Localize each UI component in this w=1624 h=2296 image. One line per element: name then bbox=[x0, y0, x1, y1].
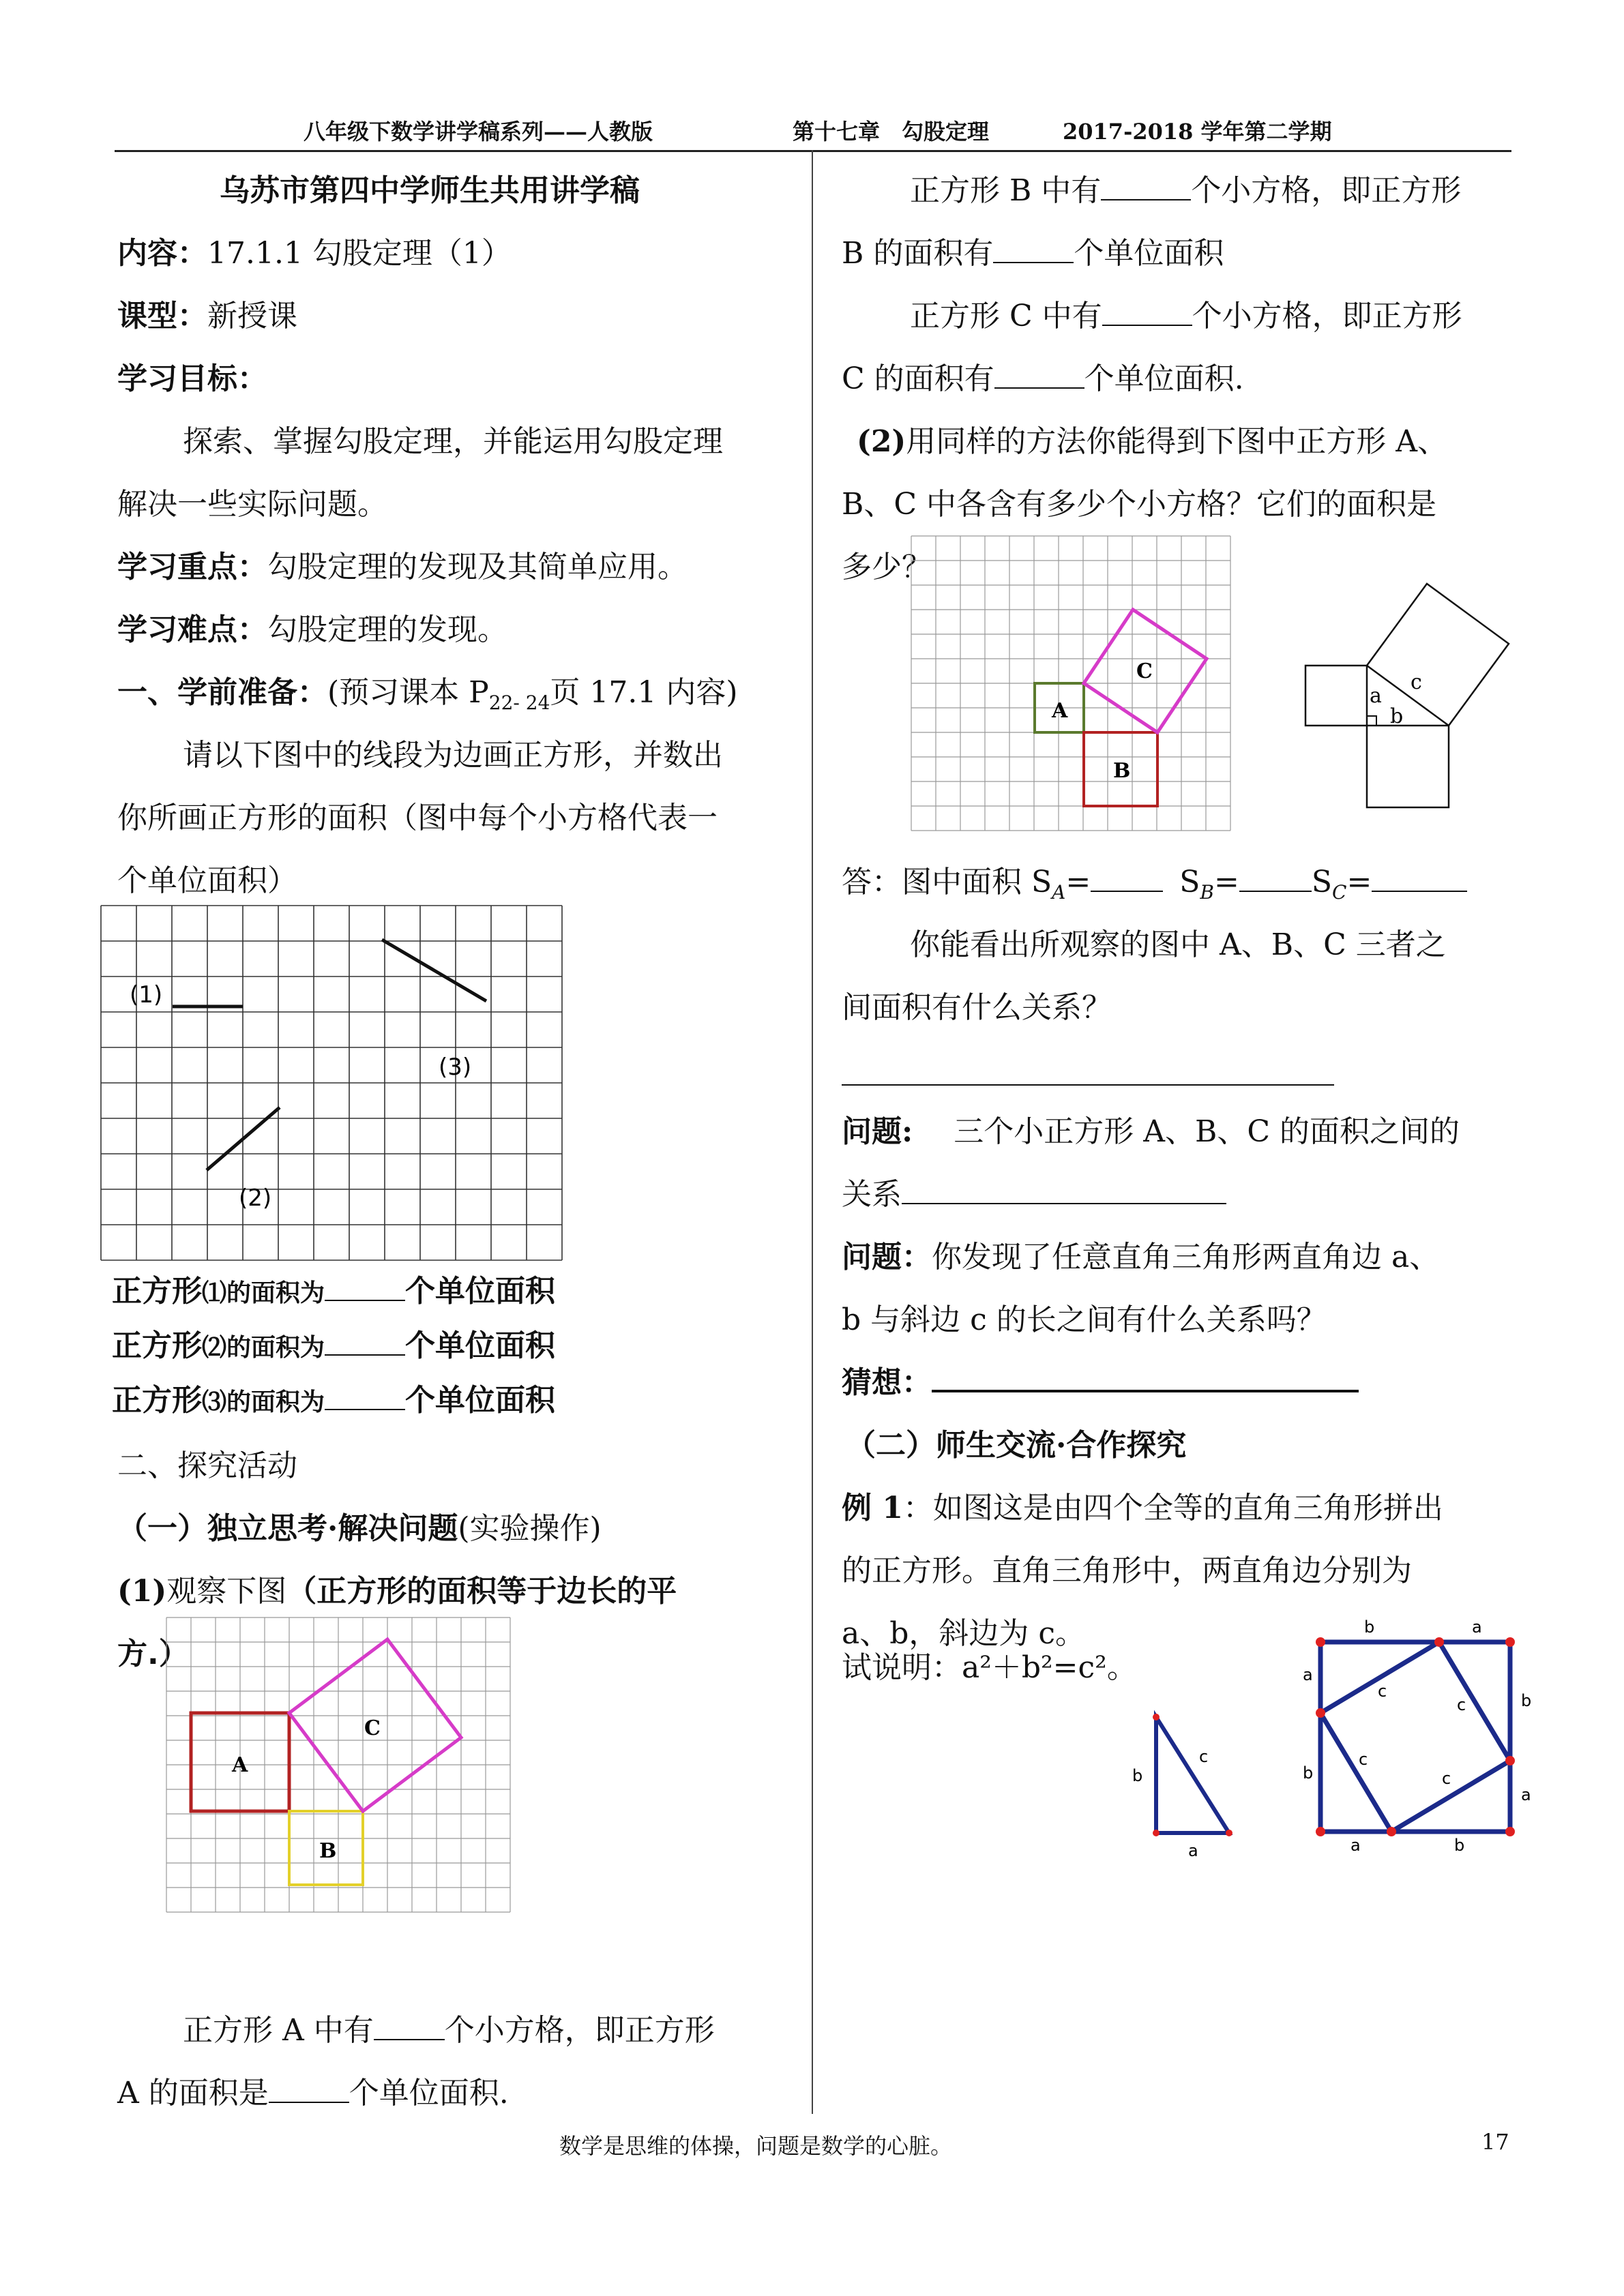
content-value: 17.1.1 勾股定理（1） bbox=[207, 236, 512, 271]
type-line bbox=[117, 285, 297, 348]
problem-1-text: 三个小正方形 A、B、C 的面积之间的 bbox=[954, 1114, 1460, 1149]
area-q1-prefix: 正方形 bbox=[112, 1274, 202, 1309]
area-q2-mid: 的面积为 bbox=[226, 1334, 325, 1362]
area-q2-blank[interactable] bbox=[325, 1327, 405, 1356]
observe-question-line-2: 间面积有什么关系？ bbox=[842, 990, 1112, 1025]
vertex-dot bbox=[1316, 1637, 1325, 1647]
pythagoras-grid-figure-1 bbox=[166, 1617, 520, 1912]
observe-note-1: （正方形的面积等于边长的平 bbox=[286, 1574, 677, 1609]
question-2-number: (2) bbox=[857, 424, 906, 459]
prep-value-a: (预习课本 P bbox=[327, 675, 489, 710]
right-triangle-squares-figure bbox=[1296, 580, 1521, 811]
label-b-right: b bbox=[1521, 1691, 1532, 1710]
problem-2-text: 你发现了任意直角三角形两直角边 a、 bbox=[932, 1240, 1440, 1274]
page-number: 17 bbox=[1481, 2129, 1509, 2155]
square-b-line-2 bbox=[842, 222, 1224, 285]
key-label: 学习重点： bbox=[117, 550, 267, 584]
sub-section-1 bbox=[117, 1497, 602, 1560]
answer-s-b: S bbox=[1179, 865, 1200, 899]
area-question-1 bbox=[112, 1264, 555, 1321]
example-label: 例 1 bbox=[842, 1491, 903, 1525]
label-c: C bbox=[364, 1716, 381, 1740]
label-c-2: C bbox=[1136, 659, 1153, 683]
header-chapter: 第十七章 勾股定理 bbox=[793, 119, 990, 145]
problem-1-blank[interactable] bbox=[902, 1176, 1226, 1204]
small-label-b: b bbox=[1132, 1766, 1143, 1785]
label-c-2: c bbox=[1457, 1695, 1466, 1714]
tri-label-b: b bbox=[1390, 704, 1404, 728]
segment-grid-figure bbox=[101, 906, 562, 1240]
segment-label-3: (3) bbox=[439, 1054, 472, 1081]
answer-label: 答：图中面积 S bbox=[842, 865, 1052, 899]
type-label: 课型： bbox=[117, 299, 207, 333]
observe-text: 观察下图 bbox=[166, 1574, 287, 1609]
problem-2-label: 问题： bbox=[842, 1240, 932, 1274]
label-b: B bbox=[319, 1839, 337, 1863]
difficulty-value: 勾股定理的发现。 bbox=[267, 612, 507, 647]
area-q1-blank[interactable] bbox=[325, 1272, 405, 1301]
label-a-left: a bbox=[1303, 1665, 1313, 1684]
vertex-dot bbox=[1153, 1830, 1160, 1836]
example-line-3: a、b，斜边为 c。 bbox=[842, 1616, 1086, 1651]
area-q2-suffix: 个单位面积 bbox=[405, 1328, 556, 1363]
area-q2-number: ⑵ bbox=[202, 1334, 227, 1362]
problem-1-label: 问题: bbox=[842, 1114, 913, 1149]
area-question-3 bbox=[112, 1373, 555, 1430]
content-label: 内容： bbox=[117, 236, 207, 271]
label-a-2: A bbox=[1052, 699, 1068, 723]
vertex-dots bbox=[1316, 1637, 1515, 1836]
area-q1-mid: 的面积为 bbox=[226, 1279, 325, 1307]
question-2-line-1 bbox=[857, 411, 1447, 473]
example-line-1 bbox=[842, 1477, 1443, 1540]
small-right-triangle-figure bbox=[1125, 1705, 1235, 1860]
prep-label: 一、学前准备： bbox=[117, 675, 327, 710]
example-text-1: ：如图这是由四个全等的直角三角形拼出 bbox=[902, 1491, 1443, 1525]
segment-label-2: (2) bbox=[239, 1184, 272, 1212]
section-2-heading: 二、探究活动 bbox=[117, 1448, 297, 1483]
question-2-line-3: 多少？ bbox=[842, 550, 932, 584]
square-b-area-blank[interactable] bbox=[993, 235, 1074, 263]
grid-lines bbox=[101, 906, 562, 1260]
example-line-2: 的正方形。直角三角形中，两直角边分别为 bbox=[842, 1553, 1412, 1588]
page-title: 乌苏市第四中学师生共用讲学稿 bbox=[220, 173, 640, 208]
vertex-dot bbox=[1316, 1827, 1325, 1836]
pythagoras-grid-figure-2 bbox=[911, 536, 1232, 835]
label-b-bottom: b bbox=[1454, 1836, 1465, 1855]
area-q3-mid: 的面积为 bbox=[226, 1388, 325, 1416]
difficulty-label: 学习难点： bbox=[117, 612, 267, 647]
instruction-line-2: 你所画正方形的面积（图中每个小方格代表一 bbox=[117, 801, 718, 835]
area-question-2 bbox=[112, 1319, 555, 1375]
label-a-bottom: a bbox=[1350, 1836, 1361, 1855]
answer-eq-c: = bbox=[1346, 865, 1372, 899]
tri-label-a: a bbox=[1370, 684, 1382, 708]
answer-line bbox=[842, 851, 1467, 924]
vertex-dot bbox=[1434, 1637, 1444, 1647]
objectives-label: 学习目标： bbox=[117, 361, 267, 396]
square-a-area-blank[interactable] bbox=[269, 2074, 349, 2103]
label-a: A bbox=[232, 1753, 248, 1777]
observe-number: (1) bbox=[117, 1574, 167, 1609]
square-c-line-2 bbox=[842, 348, 1244, 411]
square-b-line-1 bbox=[910, 160, 1461, 222]
example-line-4: 试说明：a²＋b²=c²。 bbox=[842, 1650, 1137, 1685]
grid-lines bbox=[166, 1617, 510, 1912]
square-a-line-1 bbox=[183, 1999, 715, 2062]
square-a-text-2: 个小方格，即正方形 bbox=[444, 2013, 715, 2048]
vertex-dot bbox=[1505, 1756, 1515, 1765]
prep-line bbox=[117, 661, 738, 734]
header-series: 八年级下数学讲学稿系列——人教版 bbox=[304, 119, 653, 145]
difficulty-line bbox=[117, 599, 507, 661]
header-rule bbox=[115, 150, 1511, 152]
observe-question-line-1: 你能看出所观察的图中 A、B、C 三者之 bbox=[910, 927, 1446, 962]
prep-subscript: 22- 24 bbox=[488, 691, 550, 714]
column-divider bbox=[812, 150, 813, 2114]
vertex-dot bbox=[1387, 1827, 1396, 1836]
observe-answer-blank[interactable] bbox=[842, 1084, 1334, 1086]
square-a-text-3: A 的面积是 bbox=[117, 2076, 269, 2111]
square-b-text-3: B 的面积有 bbox=[842, 236, 994, 271]
guess-line bbox=[842, 1352, 1359, 1414]
prep-value-b: 页 17.1 内容) bbox=[550, 675, 738, 710]
square-a-count-blank[interactable] bbox=[374, 2012, 445, 2040]
vertex-dot bbox=[1226, 1830, 1232, 1836]
vertex-dot bbox=[1505, 1827, 1515, 1836]
area-q1-suffix: 个单位面积 bbox=[405, 1274, 556, 1309]
label-c-4: c bbox=[1442, 1769, 1451, 1788]
footer-motto: 数学是思维的体操，问题是数学的心脏。 bbox=[559, 2133, 953, 2159]
four-triangles-square-figure bbox=[1296, 1615, 1541, 1860]
instruction-line-3: 个单位面积） bbox=[117, 863, 297, 898]
square-b-text-1: 正方形 B 中有 bbox=[910, 173, 1102, 208]
objectives-line-2: 解决一些实际问题。 bbox=[117, 487, 387, 522]
label-c-1: c bbox=[1378, 1682, 1387, 1701]
answer-eq-a: = bbox=[1065, 865, 1091, 899]
guess-label: 猜想： bbox=[842, 1365, 932, 1400]
label-a-top: a bbox=[1472, 1617, 1482, 1637]
observe-line bbox=[117, 1560, 677, 1623]
square-c-text-2: 个小方格，即正方形 bbox=[1192, 299, 1462, 333]
square-c-count-blank[interactable] bbox=[1102, 297, 1192, 326]
label-b-left: b bbox=[1303, 1763, 1314, 1783]
answer-sub-c: C bbox=[1332, 880, 1347, 904]
key-line bbox=[117, 536, 688, 599]
instruction-line-1: 请以下图中的线段为边画正方形，并数出 bbox=[183, 738, 723, 773]
outer-square bbox=[1320, 1642, 1510, 1832]
problem-1-line-2 bbox=[842, 1163, 1226, 1226]
hypotenuse-square bbox=[1367, 584, 1509, 726]
square-a-text-1: 正方形 A 中有 bbox=[183, 2013, 374, 2048]
answer-sc-blank[interactable] bbox=[1372, 863, 1467, 892]
area-q3-blank[interactable] bbox=[325, 1382, 405, 1410]
answer-sub-b: B bbox=[1200, 880, 1214, 904]
tri-label-c: c bbox=[1411, 670, 1422, 694]
question-2-line-2: B、C 中各含有多少个小方格？它们的面积是 bbox=[842, 487, 1436, 522]
answer-sa-blank[interactable] bbox=[1091, 863, 1163, 892]
observe-note-2: 方.） bbox=[117, 1637, 189, 1671]
area-q2-prefix: 正方形 bbox=[112, 1328, 202, 1363]
problem-2-line-1 bbox=[842, 1226, 1439, 1289]
answer-sb-blank[interactable] bbox=[1239, 863, 1312, 892]
segment-3 bbox=[382, 940, 486, 1001]
sub-section-2: （二）师生交流·合作探究 bbox=[846, 1428, 1187, 1463]
sub-section-1-title: （一）独立思考·解决问题 bbox=[117, 1511, 458, 1546]
area-q3-suffix: 个单位面积 bbox=[405, 1383, 556, 1418]
square-a-text-4: 个单位面积. bbox=[349, 2076, 509, 2111]
square-a-line-2 bbox=[117, 2062, 509, 2125]
vertex-dot bbox=[1505, 1637, 1515, 1647]
header-term: 2017-2018 学年第二学期 bbox=[1063, 119, 1332, 145]
square-c-text-1: 正方形 C 中有 bbox=[910, 299, 1102, 333]
right-angle-mark bbox=[1367, 716, 1376, 726]
label-c-3: c bbox=[1359, 1750, 1368, 1769]
question-2-text: 用同样的方法你能得到下图中正方形 A、 bbox=[906, 424, 1448, 459]
segment-label-1: (1) bbox=[130, 981, 163, 1009]
problem-1-line-1 bbox=[842, 1101, 1460, 1163]
square-b-text-2: 个小方格，即正方形 bbox=[1191, 173, 1462, 208]
answer-s-c: S bbox=[1311, 865, 1333, 899]
small-label-a: a bbox=[1188, 1841, 1198, 1860]
objectives-line-1: 探索、掌握勾股定理，并能运用勾股定理 bbox=[183, 424, 723, 459]
content-line bbox=[117, 222, 512, 285]
answer-eq-b: = bbox=[1213, 865, 1239, 899]
label-b-top: b bbox=[1364, 1617, 1375, 1637]
small-triangle bbox=[1156, 1717, 1229, 1833]
problem-2-line-2: b 与斜边 c 的长之间有什么关系吗？ bbox=[842, 1302, 1327, 1337]
area-q1-number: ⑴ bbox=[202, 1279, 227, 1307]
type-value: 新授课 bbox=[207, 299, 297, 333]
label-b-2: B bbox=[1113, 759, 1131, 783]
square-b-text-4: 个单位面积 bbox=[1074, 236, 1224, 271]
square-b-count-blank[interactable] bbox=[1101, 172, 1191, 200]
label-a-right: a bbox=[1521, 1785, 1531, 1804]
guess-blank[interactable] bbox=[932, 1362, 1359, 1392]
square-c-line-1 bbox=[910, 285, 1462, 348]
key-value: 勾股定理的发现及其简单应用。 bbox=[267, 550, 688, 584]
square-c-area-blank[interactable] bbox=[994, 360, 1084, 389]
inner-square bbox=[1320, 1642, 1510, 1832]
leg-b-square bbox=[1367, 726, 1449, 807]
sub-section-1-note: (实验操作) bbox=[458, 1511, 602, 1546]
area-q3-number: ⑶ bbox=[202, 1388, 227, 1416]
leg-a-square bbox=[1305, 666, 1367, 726]
square-c-text-3: C 的面积有 bbox=[842, 361, 994, 396]
vertex-dot bbox=[1316, 1708, 1325, 1718]
vertex-dot bbox=[1153, 1714, 1160, 1720]
small-label-c: c bbox=[1199, 1747, 1209, 1766]
area-q3-prefix: 正方形 bbox=[112, 1383, 202, 1418]
square-c-text-4: 个单位面积. bbox=[1084, 361, 1244, 396]
answer-sub-a: A bbox=[1052, 880, 1066, 904]
problem-1-relation-label: 关系 bbox=[842, 1177, 902, 1212]
